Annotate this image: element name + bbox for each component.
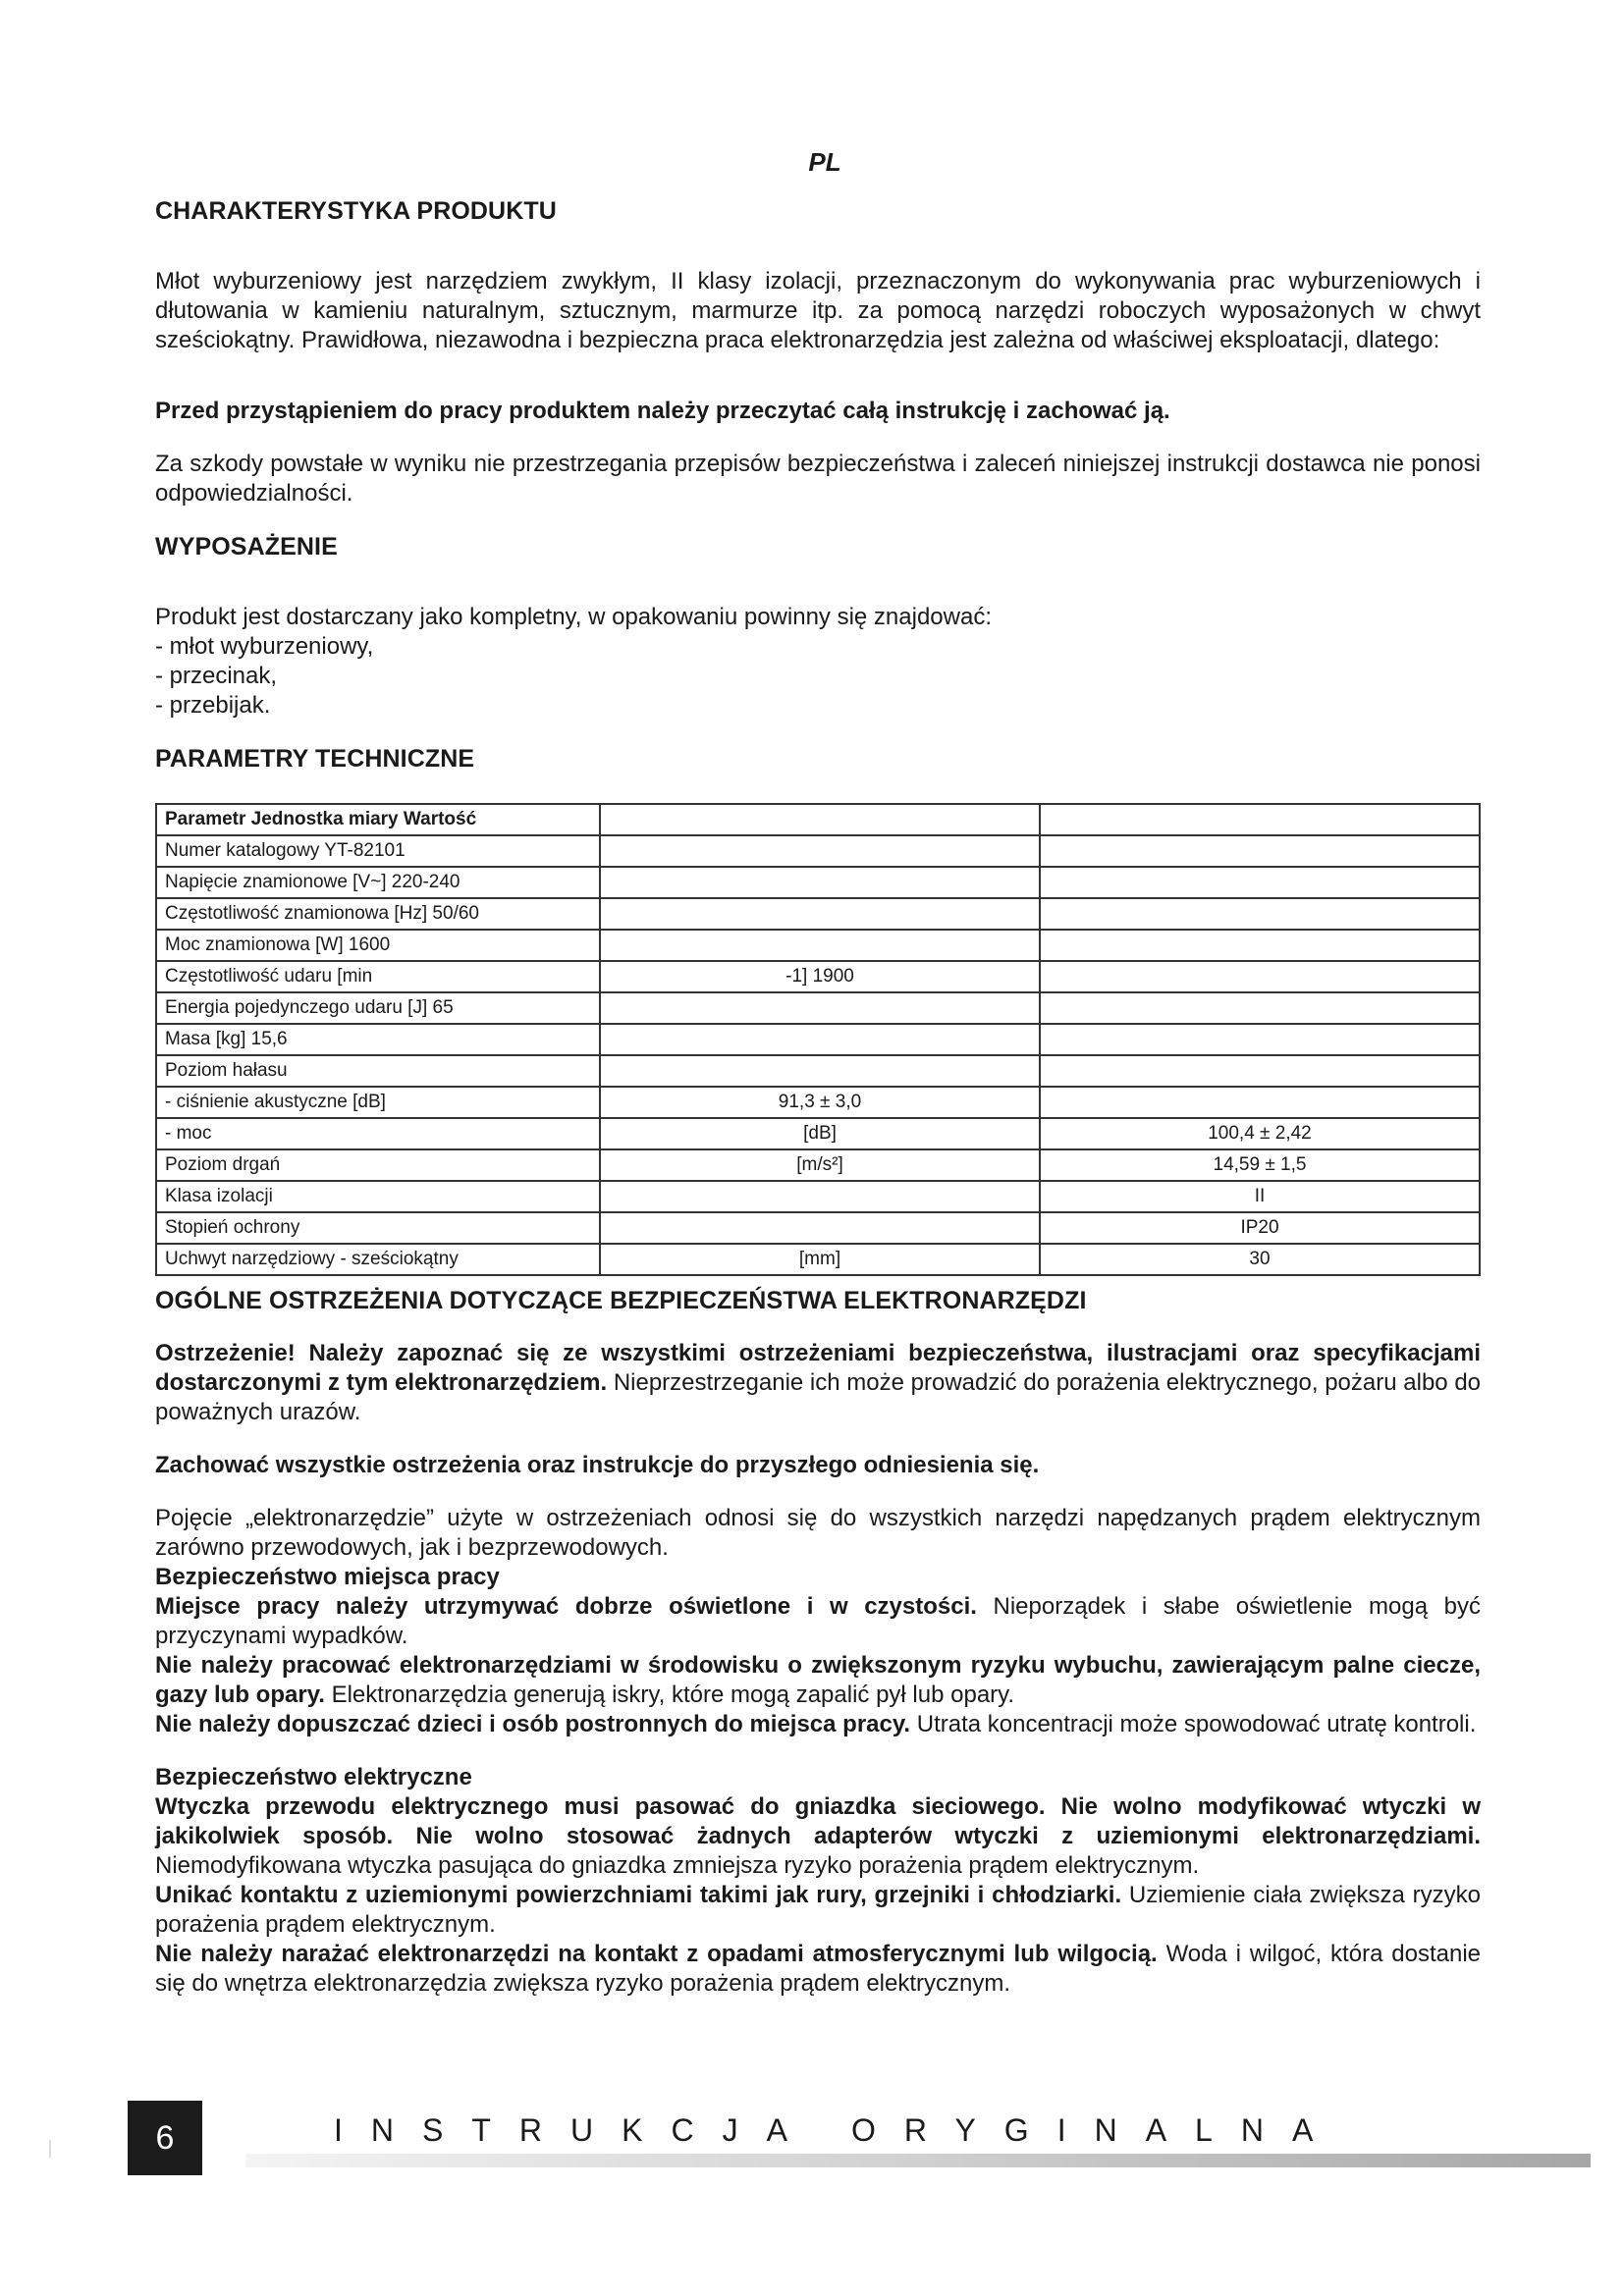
table-cell: Poziom drgań <box>156 1149 600 1181</box>
table-cell <box>600 804 1040 835</box>
list-item: - młot wyburzeniowy, <box>155 633 374 660</box>
power-tool-definition: Pojęcie „elektronarzędzie” użyte w ostrzeżeniach odnosi się do wszystkich narzędzi napędzanych prądem elektrycznym zarówno przewodowych, jak i bezprzewodowych. <box>155 1505 1481 1561</box>
read-instructions-warning: Przed przystąpieniem do pracy produktem należy przeczytać całą instrukcję i zachować ją. <box>155 398 1170 424</box>
table-cell: Masa [kg] 15,6 <box>156 1024 600 1055</box>
table-cell <box>600 867 1040 898</box>
workplace-rule-2 <box>155 1651 1481 1710</box>
table-cell <box>600 1055 1040 1087</box>
table-cell: - ciśnienie akustyczne [dB] <box>156 1087 600 1118</box>
electrical-rule-1 <box>155 1792 1481 1881</box>
footer-gradient-bar <box>245 2154 1591 2167</box>
table-row <box>156 1024 1480 1055</box>
table-row <box>156 961 1480 992</box>
table-row <box>156 835 1480 867</box>
table-cell <box>1040 961 1480 992</box>
equipment-intro: Produkt jest dostarczany jako kompletny, w opakowaniu powinny się znajdować: <box>155 604 992 630</box>
table-cell <box>600 835 1040 867</box>
characteristics-heading: CHARAKTERYSTYKA PRODUKTU <box>155 197 557 225</box>
table-cell: 91,3 ± 3,0 <box>600 1087 1040 1118</box>
rule-bold: Nie należy narażać elektronarzędzi na kontakt z opadami atmosferycznymi lub wilgocią. <box>155 1941 1158 1967</box>
page-number: 6 <box>128 2101 202 2175</box>
table-cell <box>1040 1055 1480 1087</box>
equipment-list <box>155 632 1481 721</box>
safety-warning <box>155 1339 1481 1427</box>
language-marker: PL <box>808 147 841 177</box>
table-header-row <box>156 804 1480 835</box>
table-cell <box>1040 867 1480 898</box>
rule-bold: Nie należy pracować elektronarzędziami w środowisku o zwiększonym ryzyku wybuchu, zawierającym palne ciecze, gazy lub opary. <box>155 1652 1481 1708</box>
rule-bold: Nie należy dopuszczać dzieci i osób postronnych do miejsca pracy. <box>155 1711 911 1737</box>
electrical-safety-heading: Bezpieczeństwo elektryczne <box>155 1764 472 1790</box>
characteristics-body: Młot wyburzeniowy jest narzędziem zwykłym, II klasy izolacji, przeznaczonym do wykonywania prac wyburzeniowych i dłutowania w kamieniu naturalnym, sztucznym, marmurze itp. za pomocą narzędzi roboczych wyposażonych w chwyt sześciokątny. Prawidłowa, niezawodna i bezpieczna praca elektronarzędzia jest zależna od właściwej eksploatacji, dlatego: <box>155 268 1481 353</box>
table-cell <box>600 930 1040 961</box>
list-item: - przecinak, <box>155 663 278 689</box>
workplace-rule-1 <box>155 1592 1481 1651</box>
rule-text: Nieporządek i słabe oświetlenie mogą być przyczynami wypadków. <box>155 1593 1481 1649</box>
page-footer <box>0 2101 1624 2199</box>
table-cell: II <box>1040 1181 1480 1212</box>
safety-warning-text: Nieprzestrzeganie ich może prowadzić do porażenia elektrycznego, pożaru albo do poważnych urazów. <box>155 1369 1482 1425</box>
table-cell: [m/s²] <box>600 1149 1040 1181</box>
table-cell: - moc <box>156 1118 600 1149</box>
table-cell: Klasa izolacji <box>156 1181 600 1212</box>
technical-parameters-table <box>155 803 1481 1276</box>
table-row <box>156 1244 1480 1275</box>
table-cell: Napięcie znamionowe [V~] 220-240 <box>156 867 600 898</box>
safety-warning-bold: Ostrzeżenie! Należy zapoznać się ze wszystkimi ostrzeżeniami bezpieczeństwa, ilustracjami oraz specyfikacjami dostarczonymi z tym elektronarzędziem. <box>155 1340 1481 1396</box>
table-cell <box>1040 835 1480 867</box>
safety-heading: OGÓLNE OSTRZEŻENIA DOTYCZĄCE BEZPIECZEŃSTWA ELEKTRONARZĘDZI <box>155 1287 1087 1314</box>
table-cell <box>1040 930 1480 961</box>
footer-tick <box>49 2140 51 2158</box>
table-cell: Parametr Jednostka miary Wartość <box>156 804 600 835</box>
rule-text: Utrata koncentracji może spowodować utratę kontroli. <box>910 1711 1477 1737</box>
table-row <box>156 992 1480 1024</box>
workplace-safety-heading: Bezpieczeństwo miejsca pracy <box>155 1564 500 1590</box>
table-cell: Częstotliwość znamionowa [Hz] 50/60 <box>156 898 600 930</box>
list-item: - przebijak. <box>155 692 271 719</box>
table-cell: Energia pojedynczego udaru [J] 65 <box>156 992 600 1024</box>
table-cell <box>1040 898 1480 930</box>
table-row <box>156 1181 1480 1212</box>
table-cell: Moc znamionowa [W] 1600 <box>156 930 600 961</box>
table-row <box>156 1149 1480 1181</box>
table-cell <box>1040 1024 1480 1055</box>
liability-note: Za szkody powstałe w wyniku nie przestrzegania przepisów bezpieczeństwa i zaleceń niniejszej instrukcji dostawca nie ponosi odpowiedzialności. <box>155 451 1481 507</box>
page-content <box>155 196 1481 1999</box>
electrical-rule-3 <box>155 1940 1481 1999</box>
rule-bold: Unikać kontaktu z uziemionymi powierzchniami takimi jak rury, grzejniki i chłodziarki. <box>155 1882 1122 1908</box>
rule-text: Uziemienie ciała zwiększa ryzyko porażenia prądem elektrycznym. <box>155 1882 1481 1938</box>
table-cell: 30 <box>1040 1244 1480 1275</box>
table-cell <box>600 898 1040 930</box>
table-cell: Częstotliwość udaru [min <box>156 961 600 992</box>
table-row <box>156 930 1480 961</box>
table-cell <box>600 1181 1040 1212</box>
table-row <box>156 898 1480 930</box>
table-cell: IP20 <box>1040 1212 1480 1244</box>
table-row <box>156 1118 1480 1149</box>
rule-text: Woda i wilgoć, która dostanie się do wnętrza elektronarzędzia zwiększa ryzyko porażenia prądem elektrycznym. <box>155 1941 1481 1997</box>
rule-bold: Miejsce pracy należy utrzymywać dobrze oświetlone i w czystości. <box>155 1593 977 1620</box>
table-cell <box>600 1024 1040 1055</box>
table-cell: Stopień ochrony <box>156 1212 600 1244</box>
rule-text: Niemodyfikowana wtyczka pasująca do gniazdka zmniejsza ryzyko porażenia prądem elektrycznym. <box>155 1852 1200 1879</box>
table-cell <box>600 1212 1040 1244</box>
footer-label: INSTRUKCJA ORYGINALNA <box>334 2112 1342 2148</box>
keep-instructions: Zachować wszystkie ostrzeżenia oraz instrukcje do przyszłego odniesienia się. <box>155 1452 1040 1478</box>
table-cell <box>1040 1087 1480 1118</box>
electrical-rule-2 <box>155 1881 1481 1940</box>
table-row <box>156 1055 1480 1087</box>
table-cell <box>600 992 1040 1024</box>
table-row <box>156 1087 1480 1118</box>
rule-bold: Wtyczka przewodu elektrycznego musi pasować do gniazdka sieciowego. Nie wolno modyfikować wtyczki w jakikolwiek sposób. Nie wolno stosować żadnych adapterów wtyczki z uziemionymi elektronarzędziami. <box>155 1793 1481 1849</box>
table-row <box>156 867 1480 898</box>
workplace-rule-3 <box>155 1710 1481 1739</box>
table-cell <box>1040 804 1480 835</box>
table-cell: Poziom hałasu <box>156 1055 600 1087</box>
table-cell: -1] 1900 <box>600 961 1040 992</box>
table-cell: 14,59 ± 1,5 <box>1040 1149 1480 1181</box>
table-cell: [dB] <box>600 1118 1040 1149</box>
technical-heading: PARAMETRY TECHNICZNE <box>155 745 475 773</box>
table-cell: 100,4 ± 2,42 <box>1040 1118 1480 1149</box>
table-cell: [mm] <box>600 1244 1040 1275</box>
table-cell <box>1040 992 1480 1024</box>
equipment-heading: WYPOSAŻENIE <box>155 533 338 561</box>
rule-text: Elektronarzędzia generują iskry, które mogą zapalić pył lub opary. <box>324 1682 1015 1708</box>
table-cell: Numer katalogowy YT-82101 <box>156 835 600 867</box>
table-cell: Uchwyt narzędziowy - sześciokątny <box>156 1244 600 1275</box>
table-row <box>156 1212 1480 1244</box>
